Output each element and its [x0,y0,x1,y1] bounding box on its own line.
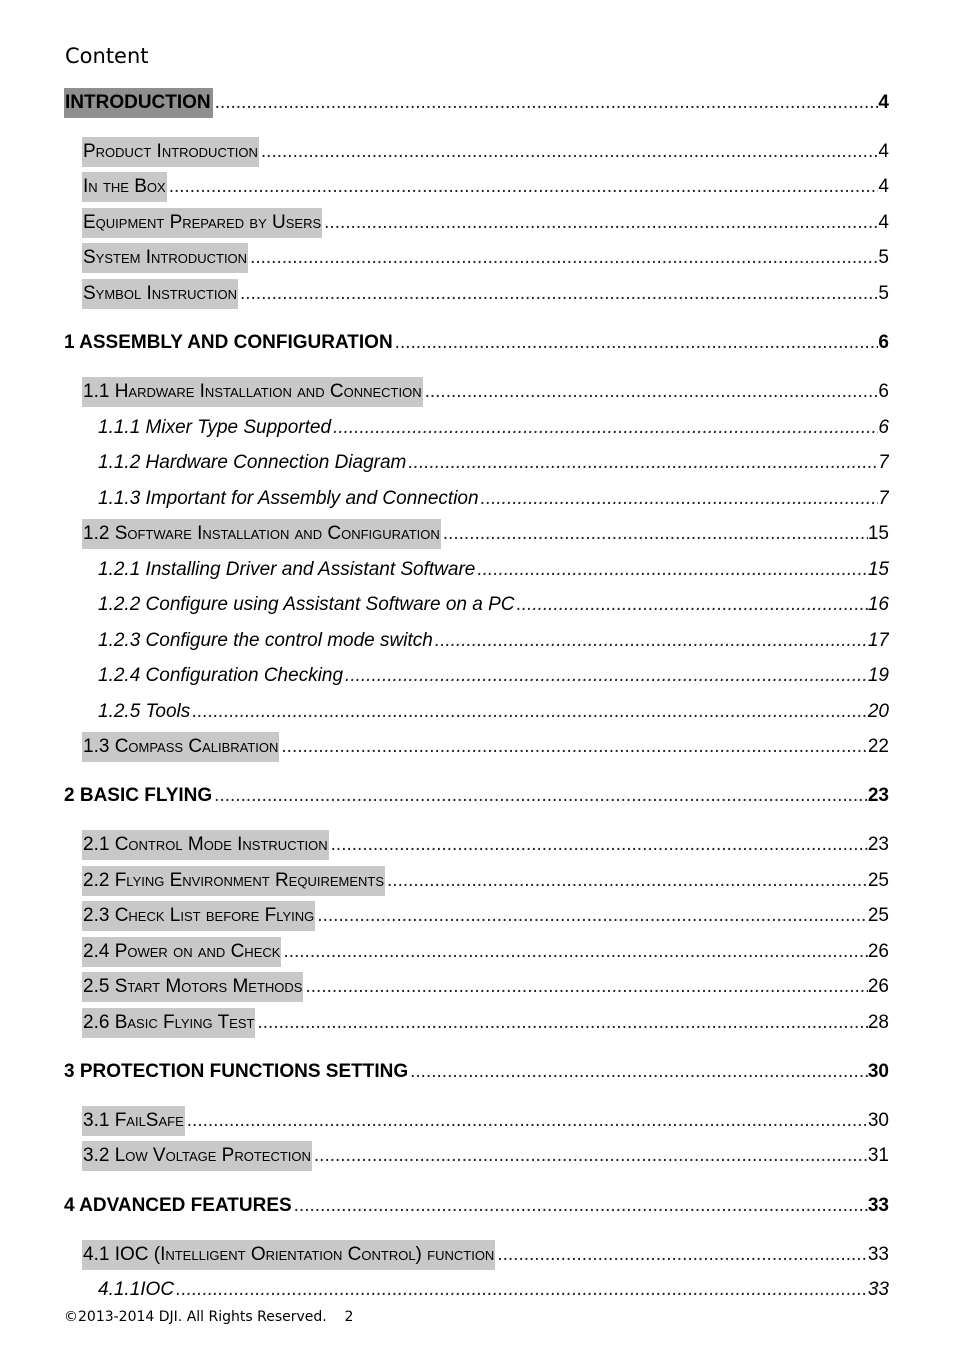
toc-entry-page: 15 [867,559,889,580]
toc-entry-page: 4 [878,92,889,113]
toc-entry-page: 4 [878,141,889,162]
toc-entry-title: System Introduction [82,243,248,273]
toc-entry-software-installation[interactable] [82,517,889,551]
toc-entry-low-voltage[interactable] [82,1139,889,1173]
dot-leader [479,488,879,510]
dot-leader [423,381,879,403]
toc-entry-page: 5 [878,247,889,268]
toc-entry-title: 3 PROTECTION FUNCTIONS SETTING [64,1061,409,1082]
toc-entry-protection-functions[interactable] [64,1055,889,1089]
toc-entry-compass-calibration[interactable] [82,730,889,764]
dot-leader [281,941,867,963]
page-title: Content [65,44,149,68]
toc-entry-title: 2 BASIC FLYING [64,785,213,806]
toc-entry-page: 23 [867,834,889,855]
toc-entry-title: 1.3 Compass Calibration [82,732,279,762]
toc-entry-title: 3.2 Low Voltage Protection [82,1141,312,1171]
toc-entry-failsafe[interactable] [82,1104,889,1138]
dot-leader [393,332,879,354]
toc-entry-page: 7 [878,488,889,509]
toc-entry-title: 1.2.3 Configure the control mode switch [98,630,433,651]
toc-entry-page: 31 [867,1145,889,1166]
toc-entry-page: 6 [878,417,889,438]
toc-entry-configuration-checking[interactable] [98,659,889,693]
toc-entry-page: 33 [867,1195,889,1216]
toc-entry-control-mode-switch[interactable] [98,624,889,658]
toc-entry-title: 1 ASSEMBLY AND CONFIGURATION [64,332,393,353]
toc-entry-title: 2.5 Start Motors Methods [82,972,303,1002]
toc-entry-title: INTRODUCTION [64,88,213,118]
toc-entry-title: 1.2.4 Configuration Checking [98,665,344,686]
dot-leader [212,785,868,807]
toc-entry-title: In the Box [82,172,167,202]
dot-leader [408,1061,868,1083]
dot-leader [406,452,878,474]
toc-entry-configure-assistant[interactable] [98,588,889,622]
dot-leader [433,630,868,652]
dot-leader [331,417,878,439]
dot-leader [315,905,868,927]
toc-entry-introduction[interactable] [64,86,889,120]
dot-leader [174,1279,868,1301]
dot-leader [238,283,878,305]
toc-entry-title: 2.2 Flying Environment Requirements [82,866,385,896]
dot-leader [292,1195,868,1217]
toc-entry-title: 1.2.5 Tools [98,701,191,722]
toc-entry-title: 4.1 IOC (Intelligent Orientation Control) function [82,1240,495,1270]
toc-entry-title: Product Introduction [82,137,259,167]
toc-entry-page: 30 [867,1110,889,1131]
toc-entry-title: 3.1 FailSafe [82,1106,185,1136]
toc-entry-flying-environment[interactable] [82,864,889,898]
toc-entry-page: 7 [878,452,889,473]
toc-entry-title: 2.1 Control Mode Instruction [82,830,329,860]
toc-entry-page: 22 [867,736,889,757]
dot-leader [259,141,879,163]
toc-entry-page: 4 [878,212,889,233]
toc-entry-symbol-instruction[interactable] [82,277,889,311]
toc-entry-assembly-configuration[interactable] [64,326,889,360]
toc-entry-title: 2.4 Power on and Check [82,937,281,967]
toc-entry-tools[interactable] [98,695,889,729]
toc-entry-title: Equipment Prepared by Users [82,208,322,238]
toc-entry-hardware-installation[interactable] [82,375,889,409]
toc-entry-basic-flying[interactable] [64,779,889,813]
toc-entry-title: 2.6 Basic Flying Test [82,1008,255,1038]
toc-entry-important-assembly[interactable] [98,482,889,516]
toc-entry-ioc[interactable] [98,1273,889,1307]
toc-entry-title: Symbol Instruction [82,279,238,309]
toc-entry-mixer-type[interactable] [98,411,889,445]
toc-entry-page: 25 [867,870,889,891]
dot-leader [185,1110,868,1132]
toc-entry-page: 6 [878,381,889,402]
toc-entry-installing-driver[interactable] [98,553,889,587]
toc-entry-ioc-function[interactable] [82,1238,889,1272]
toc-entry-power-on-check[interactable] [82,935,889,969]
toc-entry-page: 23 [867,785,889,806]
toc-entry-title: 1.2.2 Configure using Assistant Software on a PC [98,594,515,615]
toc-entry-control-mode-instruction[interactable] [82,828,889,862]
toc-entry-page: 26 [867,976,889,997]
toc-entry-page: 17 [867,630,889,651]
dot-leader [329,834,868,856]
dot-leader [213,92,879,114]
toc-entry-title: 1.1.2 Hardware Connection Diagram [98,452,407,473]
toc-entry-start-motors[interactable] [82,970,889,1004]
toc-entry-page: 16 [867,594,889,615]
toc-entry-title: 1.2 Software Installation and Configuration [82,519,441,549]
dot-leader [343,665,868,687]
toc-entry-advanced-features[interactable] [64,1189,889,1223]
page-footer: ©2013-2014 DJI. All Rights Reserved. 2 [64,1309,354,1325]
toc-entry-title: 1.1.3 Important for Assembly and Connection [98,488,479,509]
toc-entry-page: 15 [867,523,889,544]
dot-leader [279,736,867,758]
dot-leader [312,1145,868,1167]
toc-entry-page: 28 [867,1012,889,1033]
dot-leader [303,976,867,998]
dot-leader [167,176,879,198]
dot-leader [441,523,868,545]
toc-entry-title: 1.1.1 Mixer Type Supported [98,417,332,438]
toc-entry-title: 1.2.1 Installing Driver and Assistant Software [98,559,476,580]
dot-leader [475,559,867,581]
toc-entry-page: 33 [867,1279,889,1300]
toc-entry-page: 6 [878,332,889,353]
toc-entry-title: 4.1.1IOC [98,1279,175,1300]
toc-entry-page: 4 [878,176,889,197]
dot-leader [322,212,878,234]
toc-entry-title: 1.1 Hardware Installation and Connection [82,377,423,407]
toc-entry-basic-flying-test[interactable] [82,1006,889,1040]
toc-entry-in-the-box[interactable] [82,170,889,204]
toc-entry-title: 2.3 Check List before Flying [82,901,315,931]
dot-leader [495,1244,868,1266]
toc-entry-page: 20 [867,701,889,722]
toc-entry-page: 5 [878,283,889,304]
dot-leader [248,247,878,269]
dot-leader [190,701,868,723]
toc-entry-equipment-prepared[interactable] [82,206,889,240]
dot-leader [385,870,868,892]
toc-entry-system-introduction[interactable] [82,241,889,275]
dot-leader [255,1012,867,1034]
toc-entry-page: 19 [867,665,889,686]
toc-entry-page: 33 [867,1244,889,1265]
toc-entry-hardware-connection-diagram[interactable] [98,446,889,480]
toc-entry-page: 25 [867,905,889,926]
dot-leader [514,594,867,616]
toc-entry-page: 30 [867,1061,889,1082]
toc-entry-title: 4 ADVANCED FEATURES [64,1195,292,1216]
toc-entry-check-list[interactable] [82,899,889,933]
toc-entry-product-introduction[interactable] [82,135,889,169]
toc-entry-page: 26 [867,941,889,962]
